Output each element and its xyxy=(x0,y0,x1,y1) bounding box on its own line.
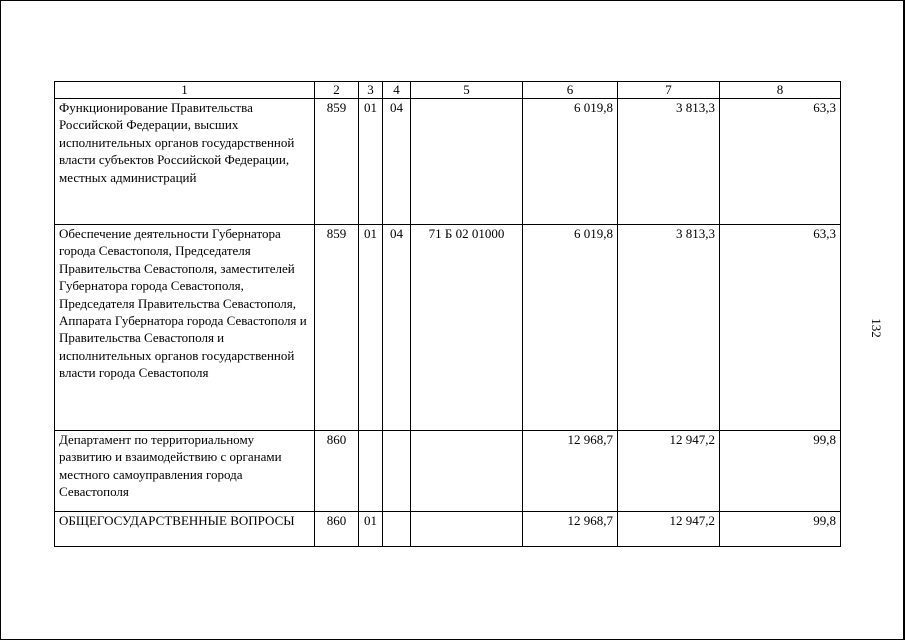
row-col-6: 12 968,7 xyxy=(523,512,618,547)
row-col-5: 71 Б 02 01000 xyxy=(411,225,523,431)
header-col-7: 7 xyxy=(618,82,720,99)
row-col-2: 860 xyxy=(315,512,359,547)
header-col-3: 3 xyxy=(359,82,383,99)
row-name: Обеспечение деятельности Губернатора города Севастополя, Председателя Правительства Севастополя, заместителей Губернатора города Севастополя, Председателя Правительства Севастополя, Аппарата Губернатора города Севастополя и Правительства Севастополя и исполнительных органов государственной власти города Севастополя xyxy=(55,225,315,431)
row-col-2: 860 xyxy=(315,431,359,512)
row-col-5 xyxy=(411,99,523,225)
row-col-4 xyxy=(383,512,411,547)
row-col-3: 01 xyxy=(359,99,383,225)
row-col-6: 12 968,7 xyxy=(523,431,618,512)
row-col-8: 99,8 xyxy=(720,431,841,512)
table-row xyxy=(55,431,841,512)
row-col-7: 12 947,2 xyxy=(618,431,720,512)
row-col-6: 6 019,8 xyxy=(523,225,618,431)
row-col-2: 859 xyxy=(315,225,359,431)
row-col-7: 12 947,2 xyxy=(618,512,720,547)
table-row xyxy=(55,225,841,431)
row-name: Департамент по территориальному развитию и взаимодействию с органами местного самоуправления города Севастополя xyxy=(55,431,315,512)
row-col-4: 04 xyxy=(383,99,411,225)
row-col-8: 63,3 xyxy=(720,225,841,431)
header-col-5: 5 xyxy=(411,82,523,99)
header-col-6: 6 xyxy=(523,82,618,99)
row-col-5 xyxy=(411,512,523,547)
row-col-4 xyxy=(383,431,411,512)
row-name: ОБЩЕГОСУДАРСТВЕННЫЕ ВОПРОСЫ xyxy=(55,512,315,547)
table-header-row xyxy=(55,82,841,99)
budget-table xyxy=(54,81,841,547)
header-col-4: 4 xyxy=(383,82,411,99)
table-row xyxy=(55,99,841,225)
row-col-3: 01 xyxy=(359,225,383,431)
row-col-7: 3 813,3 xyxy=(618,99,720,225)
header-col-8: 8 xyxy=(720,82,841,99)
row-col-3: 01 xyxy=(359,512,383,547)
table-row xyxy=(55,512,841,547)
row-col-8: 63,3 xyxy=(720,99,841,225)
header-col-1: 1 xyxy=(55,82,315,99)
row-col-8: 99,8 xyxy=(720,512,841,547)
row-col-6: 6 019,8 xyxy=(523,99,618,225)
row-name: Функционирование Правительства Российской Федерации, высших исполнительных органов государственной власти субъектов Российской Федерации, местных администраций xyxy=(55,99,315,225)
page-number: 132 xyxy=(869,318,884,338)
header-col-2: 2 xyxy=(315,82,359,99)
row-col-4: 04 xyxy=(383,225,411,431)
row-col-7: 3 813,3 xyxy=(618,225,720,431)
row-col-2: 859 xyxy=(315,99,359,225)
row-col-3 xyxy=(359,431,383,512)
row-col-5 xyxy=(411,431,523,512)
